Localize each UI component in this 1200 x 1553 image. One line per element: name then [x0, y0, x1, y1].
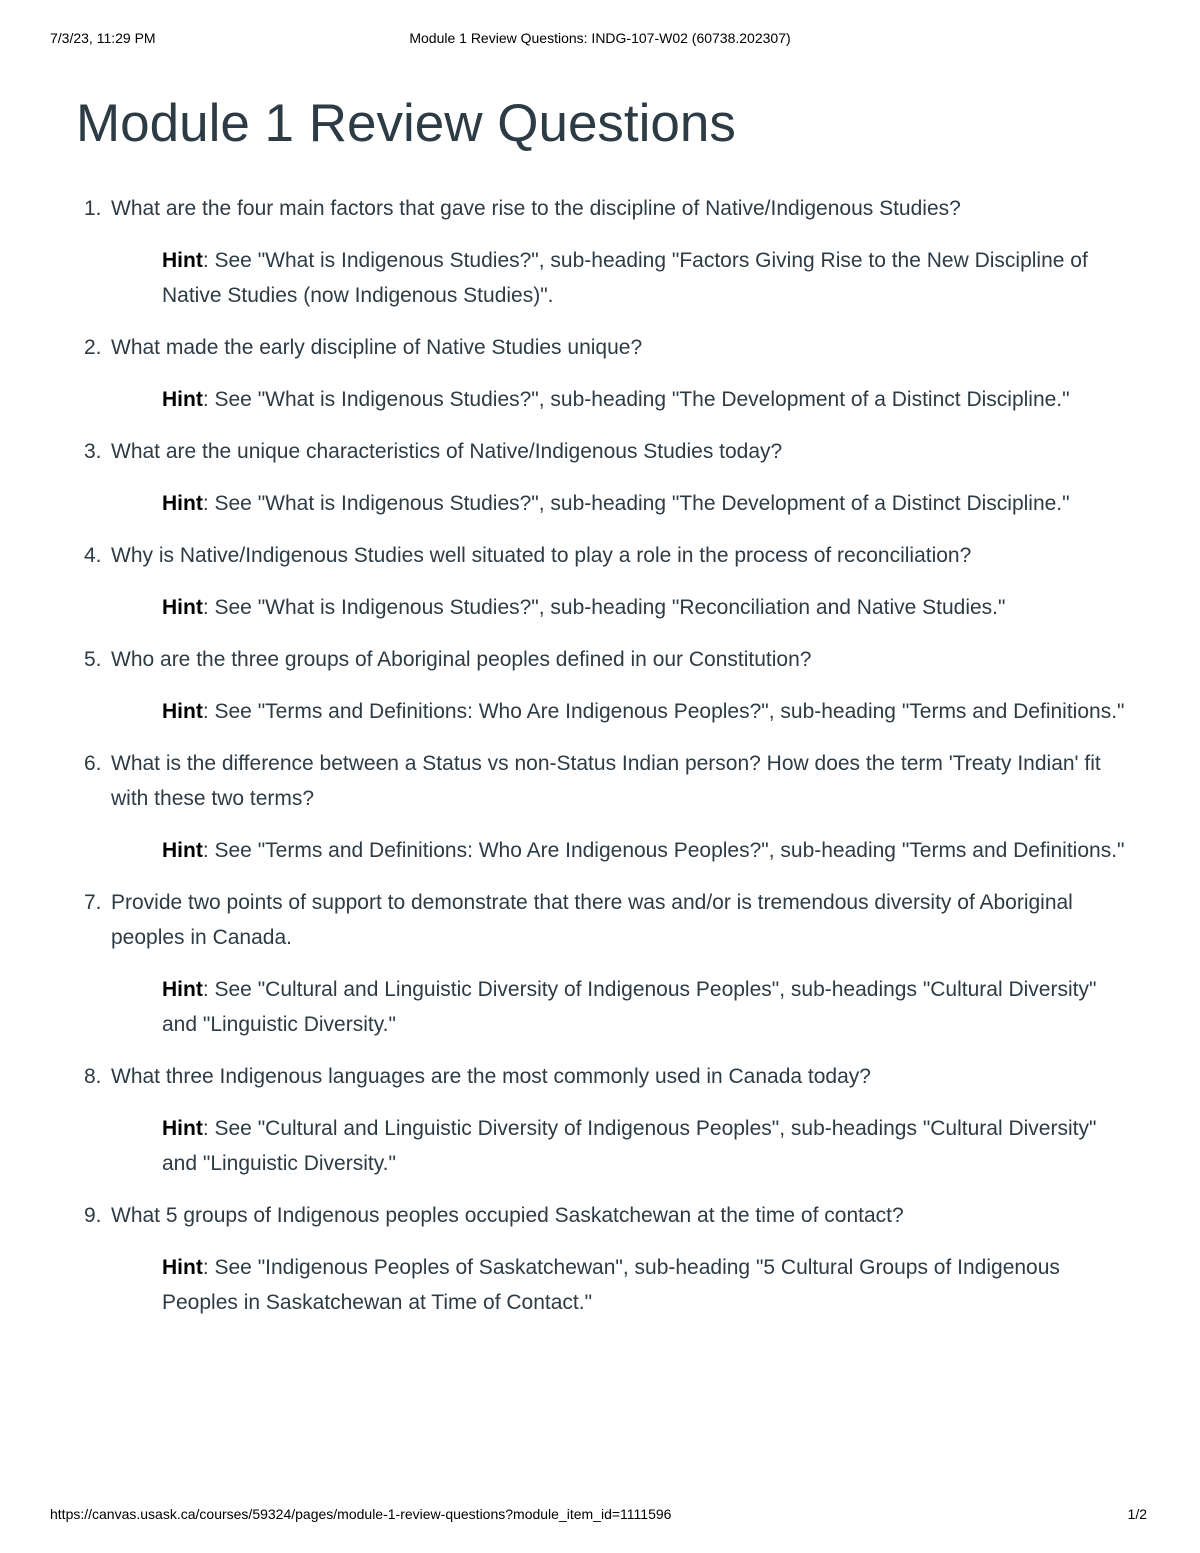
- print-document-title: Module 1 Review Questions: INDG-107-W02 (60738.202307): [409, 30, 791, 46]
- hint-text: : See "What is Indigenous Studies?", sub-heading "The Development of a Distinct Discipline.": [202, 492, 1070, 515]
- question-number: 8.: [84, 1065, 102, 1088]
- question-item: [76, 885, 1136, 1042]
- hint-label: Hint: [162, 596, 203, 619]
- hint-label: Hint: [162, 1256, 203, 1279]
- question-item: [76, 746, 1136, 868]
- question-item: [76, 1059, 1136, 1181]
- hint-label: Hint: [162, 249, 203, 272]
- question-number: 5.: [84, 648, 102, 671]
- question-item: [76, 434, 1136, 521]
- hint-text: : See "What is Indigenous Studies?", sub-heading "The Development of a Distinct Discipline.": [202, 388, 1070, 411]
- question-number: 6.: [84, 752, 102, 775]
- hint-label: Hint: [162, 839, 203, 862]
- question-number: 9.: [84, 1204, 102, 1227]
- hint: [162, 243, 1136, 313]
- hint: [162, 1111, 1136, 1181]
- print-footer: [50, 1506, 1147, 1526]
- page-url: https://canvas.usask.ca/courses/59324/pages/module-1-review-questions?module_item_id=1111596: [50, 1506, 672, 1522]
- question-number: 1.: [84, 197, 102, 220]
- hint-text: : See "Cultural and Linguistic Diversity of Indigenous Peoples", sub-headings "Cultural Diversity" and "Linguistic Diversity.": [162, 978, 1097, 1036]
- hint-label: Hint: [162, 388, 203, 411]
- hint: [162, 972, 1136, 1042]
- question-text: What three Indigenous languages are the most commonly used in Canada today?: [111, 1065, 871, 1088]
- question-item: [76, 1198, 1136, 1320]
- hint: [162, 694, 1136, 729]
- question-text: What is the difference between a Status vs non-Status Indian person? How does the term 'Treaty Indian' fit with these two terms?: [111, 752, 1101, 810]
- question-text: Provide two points of support to demonstrate that there was and/or is tremendous diversity of Aboriginal peoples in Canada.: [111, 891, 1073, 949]
- hint-text: : See "Cultural and Linguistic Diversity of Indigenous Peoples", sub-headings "Cultural Diversity" and "Linguistic Diversity.": [162, 1117, 1097, 1175]
- hint: [162, 1250, 1136, 1320]
- hint-label: Hint: [162, 978, 203, 1001]
- question-item: [76, 538, 1136, 625]
- question-text: What are the four main factors that gave rise to the discipline of Native/Indigenous Studies?: [111, 197, 961, 220]
- question-item: [76, 191, 1136, 313]
- hint-text: : See "Terms and Definitions: Who Are Indigenous Peoples?", sub-heading "Terms and Definitions.": [202, 700, 1125, 723]
- hint-text: : See "Terms and Definitions: Who Are Indigenous Peoples?", sub-heading "Terms and Definitions.": [202, 839, 1125, 862]
- hint-text: : See "What is Indigenous Studies?", sub-heading "Factors Giving Rise to the New Discipline of Native Studies (now Indigenous Studies)".: [162, 249, 1088, 307]
- question-item: [76, 330, 1136, 417]
- hint: [162, 590, 1136, 625]
- question-number: 4.: [84, 544, 102, 567]
- hint-text: : See "Indigenous Peoples of Saskatchewan", sub-heading "5 Cultural Groups of Indigenous Peoples in Saskatchewan at Time of Contact.": [162, 1256, 1060, 1314]
- page-title: Module 1 Review Questions: [76, 94, 736, 153]
- print-date: 7/3/23, 11:29 PM: [50, 30, 156, 46]
- hint: [162, 486, 1136, 521]
- hint-label: Hint: [162, 1117, 203, 1140]
- question-number: 2.: [84, 336, 102, 359]
- question-number: 3.: [84, 440, 102, 463]
- question-text: What 5 groups of Indigenous peoples occupied Saskatchewan at the time of contact?: [111, 1204, 904, 1227]
- hint-text: : See "What is Indigenous Studies?", sub-heading "Reconciliation and Native Studies.": [202, 596, 1006, 619]
- question-list: [76, 191, 1136, 1337]
- hint-label: Hint: [162, 700, 203, 723]
- hint: [162, 833, 1136, 868]
- question-number: 7.: [84, 891, 102, 914]
- question-text: What made the early discipline of Native Studies unique?: [111, 336, 643, 359]
- question-item: [76, 642, 1136, 729]
- hint: [162, 382, 1136, 417]
- hint-label: Hint: [162, 492, 203, 515]
- page-number: 1/2: [1127, 1506, 1147, 1522]
- question-text: Who are the three groups of Aboriginal peoples defined in our Constitution?: [111, 648, 812, 671]
- print-header: [50, 30, 1150, 50]
- question-text: Why is Native/Indigenous Studies well situated to play a role in the process of reconciliation?: [111, 544, 972, 567]
- question-text: What are the unique characteristics of Native/Indigenous Studies today?: [111, 440, 783, 463]
